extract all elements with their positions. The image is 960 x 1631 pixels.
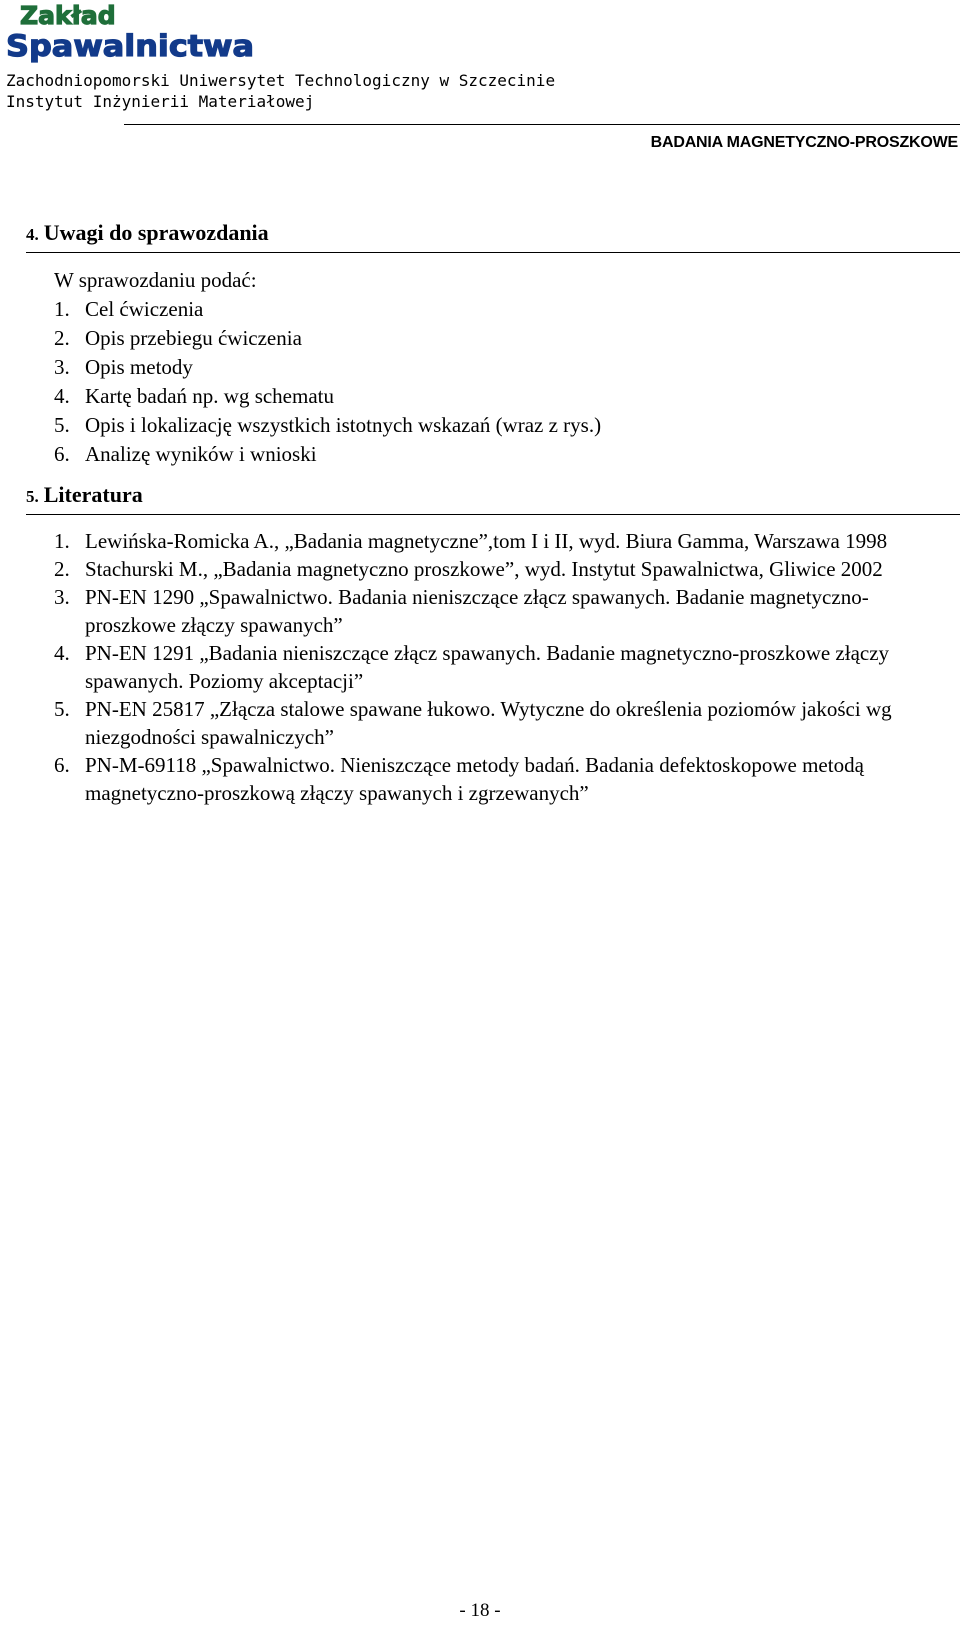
- list-item: 3. Opis metody: [54, 355, 193, 379]
- section-heading-uwagi: [26, 219, 960, 253]
- header-divider: [124, 124, 960, 125]
- list-item: 1. Cel ćwiczenia: [54, 297, 204, 321]
- list-item: 6. PN-M-69118 „Spawalnictwo. Nieniszczące metody badań. Badania defektoskopowe metodą magnetyczno-proszkową złączy spawanych i zgrzewanych”: [54, 753, 864, 805]
- university-name: Zachodniopomorski Uniwersytet Technologiczny w Szczecinie: [6, 71, 556, 90]
- list-item: 2. Opis przebiegu ćwiczenia: [54, 326, 302, 350]
- literature-list: [54, 527, 914, 807]
- section-number: 4.: [26, 225, 39, 244]
- institute-name: Instytut Inżynierii Materiałowej: [6, 92, 315, 111]
- report-intro: W sprawozdaniu podać:: [54, 268, 257, 292]
- list-item: 2. Stachurski M., „Badania magnetyczno proszkowe”, wyd. Instytut Spawalnictwa, Gliwice 2002: [54, 557, 883, 581]
- list-item: 5. Opis i lokalizację wszystkich istotnych wskazań (wraz z rys.): [54, 413, 602, 437]
- list-item: 5. PN-EN 25817 „Złącza stalowe spawane łukowo. Wytyczne do określenia poziomów jakości wg niezgodności spawalniczych”: [54, 697, 892, 749]
- list-item: 4. PN-EN 1291 „Badania nieniszczące złącz spawanych. Badanie magnetyczno-proszkowe złączy spawanych. Poziomy akceptacji”: [54, 641, 890, 693]
- department-logo: [6, 0, 276, 68]
- logo-line1: Zakład: [20, 1, 116, 30]
- section-title: Uwagi do sprawozdania: [43, 220, 269, 245]
- list-item: 1. Lewińska-Romicka A., „Badania magnetyczne”,tom I i II, wyd. Biura Gamma, Warszawa 1998: [54, 529, 888, 553]
- list-item: 4. Kartę badań np. wg schematu: [54, 384, 334, 408]
- logo-line2: Spawalnictwa: [6, 29, 255, 63]
- report-requirements-list: [54, 295, 601, 469]
- section-title: Literatura: [43, 482, 143, 507]
- page-number: - 18 -: [459, 1600, 501, 1621]
- section-number: 5.: [26, 487, 39, 506]
- list-item: 3. PN-EN 1290 „Spawalnictwo. Badania nieniszczące złącz spawanych. Badanie magnetyczno- proszkowe złączy spawanych”: [54, 585, 869, 637]
- document-title: BADANIA MAGNETYCZNO-PROSZKOWE: [650, 134, 958, 151]
- section-heading-literatura: [26, 481, 960, 515]
- list-item: 6. Analizę wyników i wnioski: [54, 442, 317, 466]
